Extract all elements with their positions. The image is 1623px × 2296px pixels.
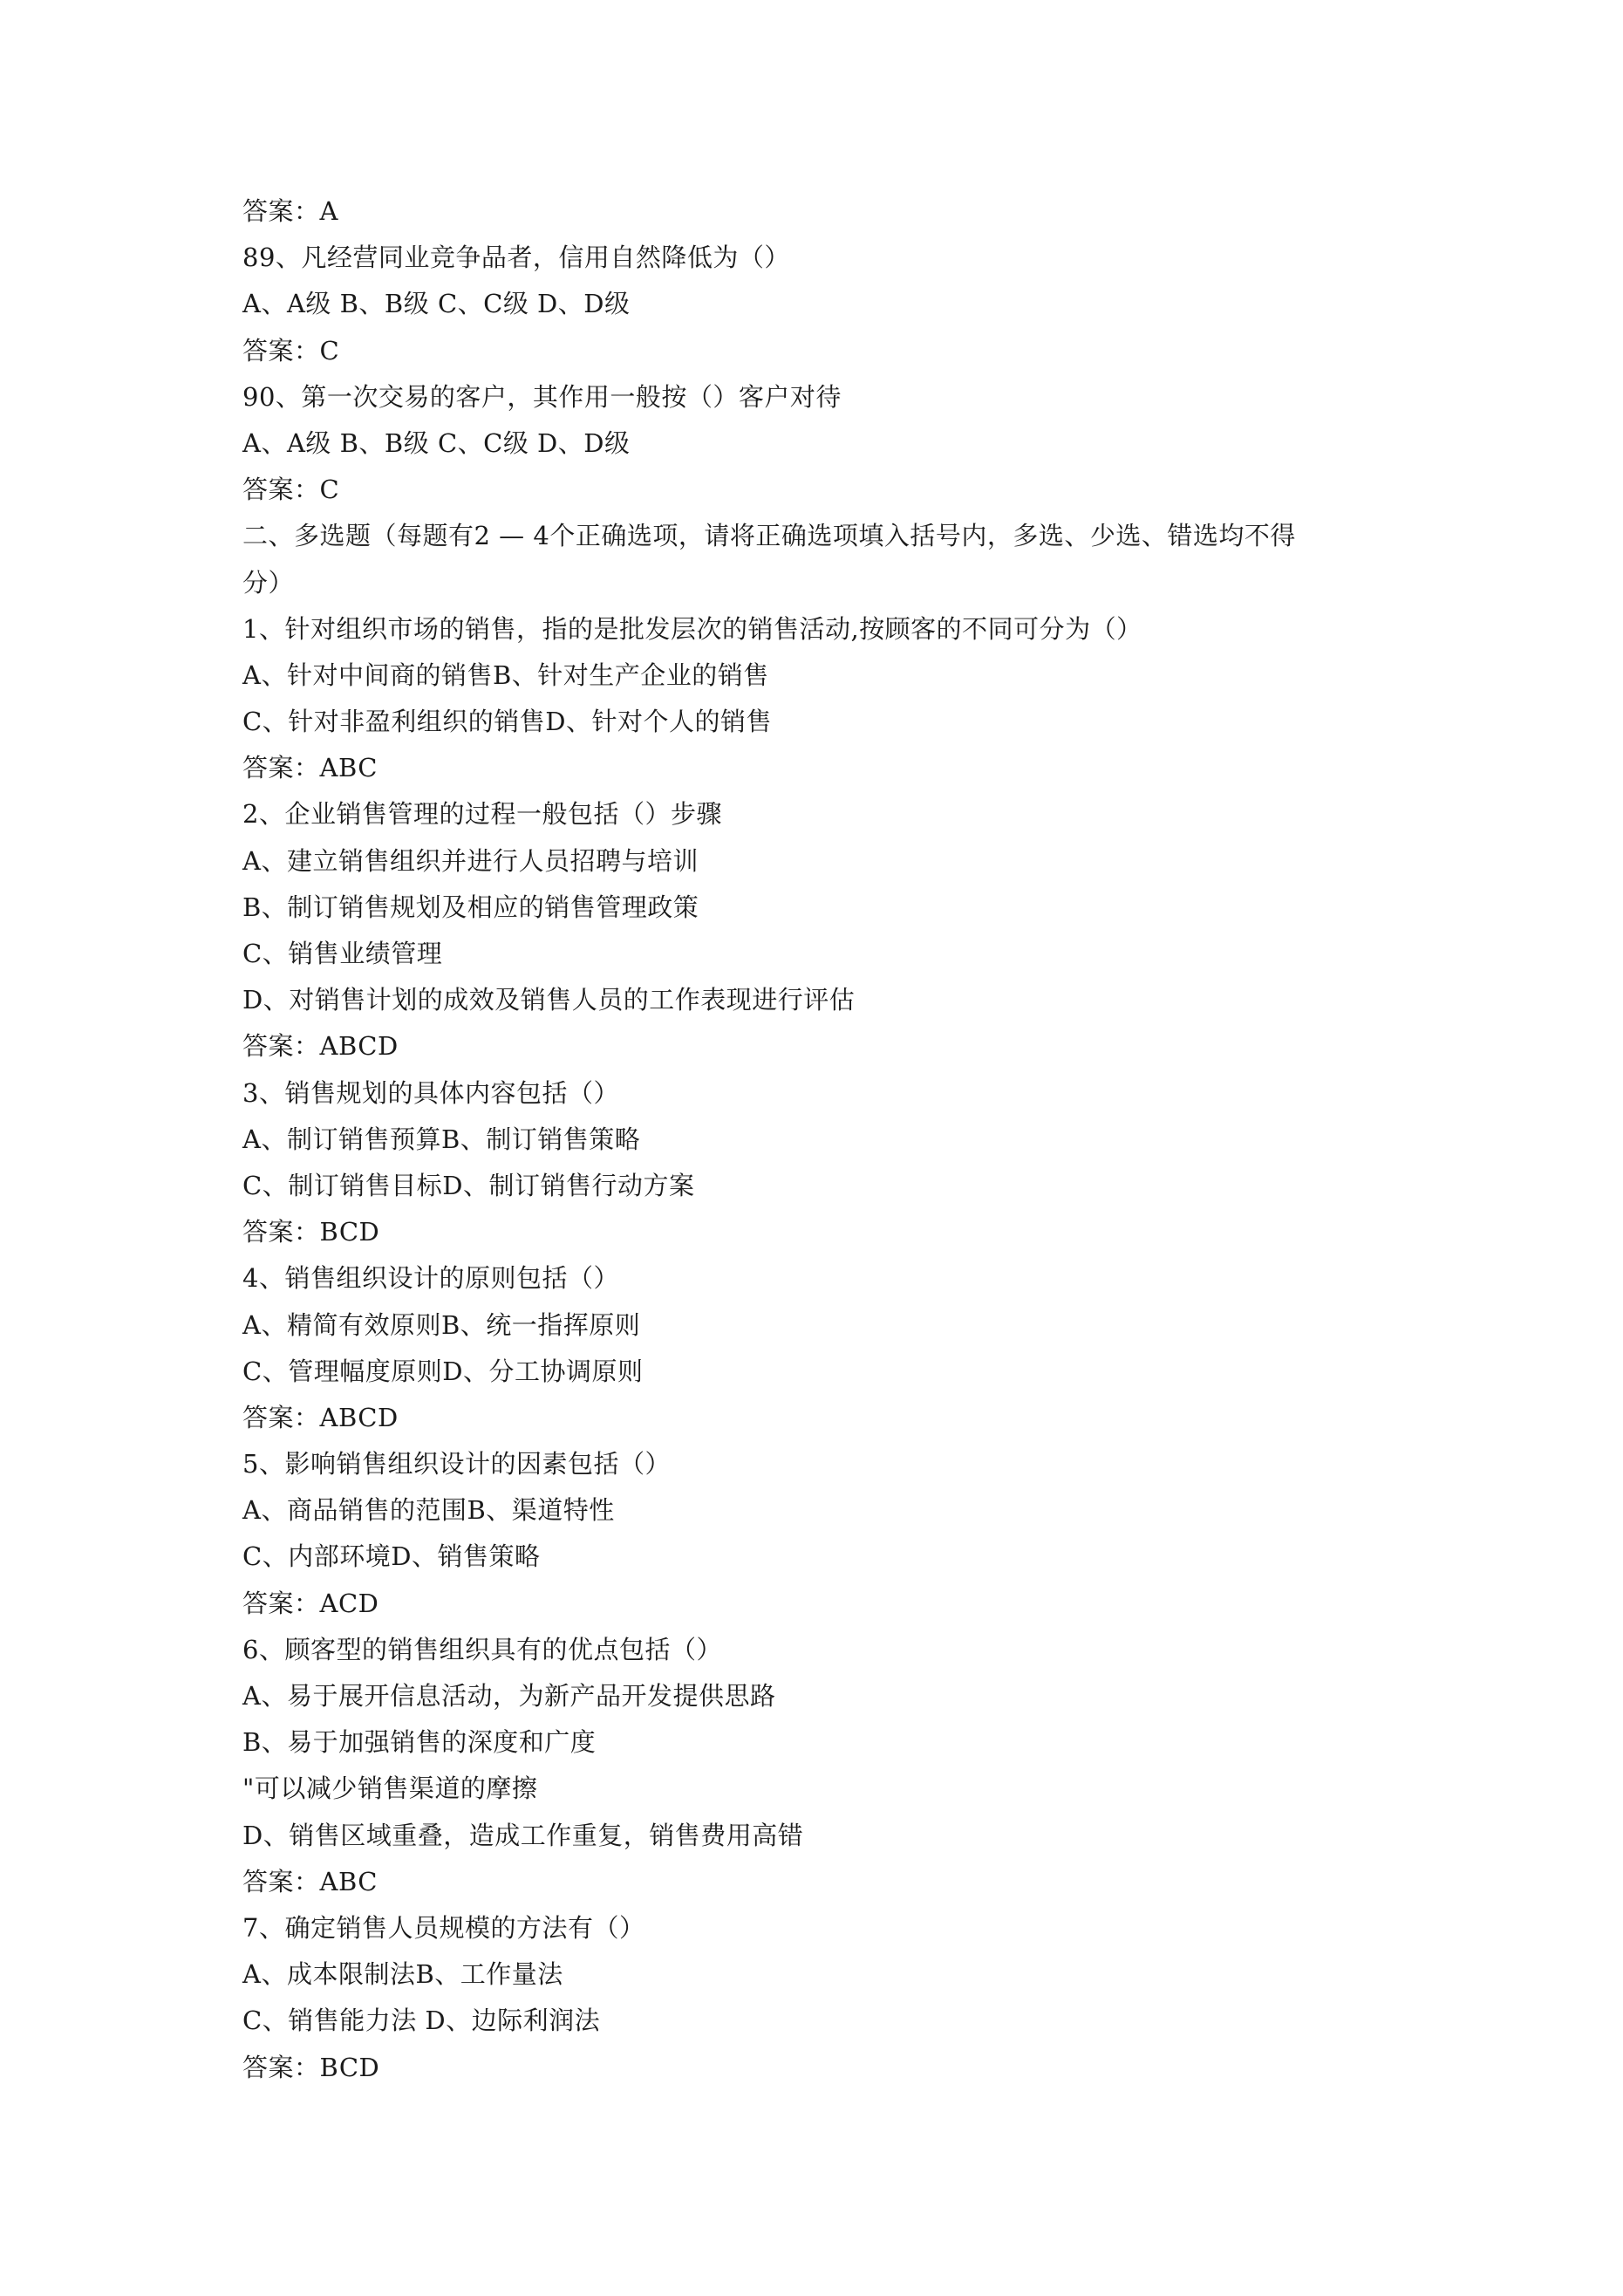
document-body — [242, 188, 1402, 2091]
text-line: C、销售业绩管理 — [242, 939, 443, 968]
text-line: "可以减少销售渠道的摩擦 — [242, 1773, 538, 1804]
text-line: 答案：A — [242, 196, 338, 226]
text-line: A、易于展开信息活动，为新产品开发提供思路 — [242, 1681, 776, 1711]
text-line: 89、凡经营同业竞争品者，信用自然降低为（） — [242, 243, 790, 273]
text-line: 答案：ABCD — [242, 1031, 399, 1062]
text-line: D、对销售计划的成效及销售人员的工作表现进行评估 — [242, 985, 856, 1015]
text-line: 1、针对组织市场的销售，指的是批发层次的销售活动,按顾客的不同可分为（） — [242, 613, 1142, 644]
text-line: 答案：ABC — [242, 1866, 378, 1896]
text-line: A、A级 B、B级 C、C级 D、D级 — [242, 289, 631, 319]
text-line: 答案：ABCD — [242, 1402, 399, 1432]
text-line: C、内部环境D、销售策略 — [242, 1541, 541, 1572]
text-line: A、成本限制法B、工作量法 — [242, 1959, 563, 1990]
text-line: 答案：ACD — [242, 1588, 379, 1618]
text-line: 90、第一次交易的客户，其作用一般按（）客户对待 — [242, 381, 842, 412]
text-line: 二、多选题（每题有2 — 4个正确选项，请将正确选项填入括号内，多选、少选、错选均不得 — [242, 521, 1296, 551]
text-line: C、针对非盈利组织的销售D、针对个人的销售 — [242, 707, 772, 737]
text-line: 分） — [242, 567, 295, 598]
text-line: A、建立销售组织并进行人员招聘与培训 — [242, 845, 699, 876]
text-line: 6、顾客型的销售组织具有的优点包括（） — [242, 1634, 722, 1664]
text-line: 答案：ABC — [242, 753, 378, 783]
text-line: A、制订销售预算B、制订销售策略 — [242, 1124, 641, 1154]
text-line: 4、销售组织设计的原则包括（） — [242, 1263, 619, 1294]
text-line: C、销售能力法 D、边际利润法 — [242, 2006, 601, 2036]
text-line: A、商品销售的范围B、渠道特性 — [242, 1495, 615, 1526]
text-line: C、制订销售目标D、制订销售行动方案 — [242, 1170, 695, 1200]
text-line: D、销售区域重叠，造成工作重复，销售费用高错 — [242, 1820, 804, 1850]
text-line: A、针对中间商的销售B、针对生产企业的销售 — [242, 659, 769, 690]
text-line: 答案：C — [242, 475, 340, 505]
text-line: B、易于加强销售的深度和广度 — [242, 1727, 597, 1758]
text-line: A、A级 B、B级 C、C级 D、D级 — [242, 427, 631, 458]
text-line: 5、影响销售组织设计的因素包括（） — [242, 1449, 671, 1479]
text-line: 答案：BCD — [242, 1217, 380, 1247]
text-line: B、制订销售规划及相应的销售管理政策 — [242, 892, 699, 922]
text-line: C、管理幅度原则D、分工协调原则 — [242, 1356, 644, 1386]
text-line: A、精简有效原则B、统一指挥原则 — [242, 1309, 641, 1340]
text-line: 答案：BCD — [242, 2052, 380, 2082]
text-line: 答案：C — [242, 335, 340, 366]
text-line: 3、销售规划的具体内容包括（） — [242, 1077, 619, 1108]
text-line: 7、确定销售人员规模的方法有（） — [242, 1912, 645, 1943]
text-line: 2、企业销售管理的过程一般包括（）步骤 — [242, 799, 722, 830]
